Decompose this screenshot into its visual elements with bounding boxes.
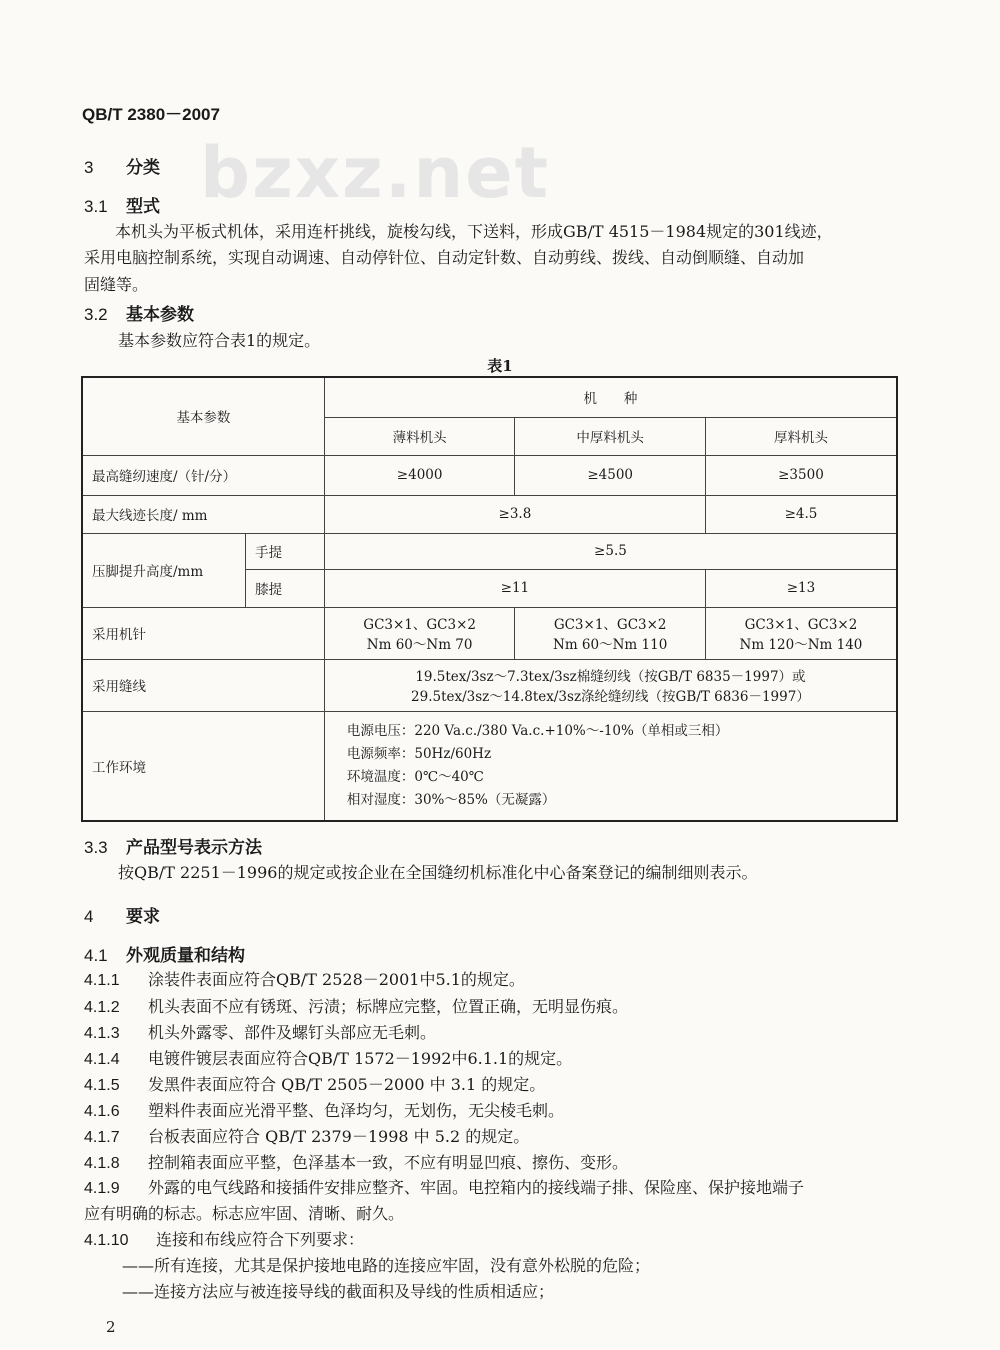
item-text: 台板表面应符合 QB/T 2379－1998 中 5.2 的规定。: [148, 1127, 530, 1146]
requirement-item: [84, 1227, 364, 1250]
cell-line: GC3×1、GC3×2: [744, 617, 858, 633]
row-label-presser-lift: 压脚提升高度/mm: [82, 533, 246, 607]
watermark: bzxz.net: [200, 132, 551, 214]
item-text: 电镀件镀层表面应符合QB/T 1572－1992中6.1.1的规定。: [148, 1049, 573, 1068]
paragraph-line: 固缝等。: [84, 275, 149, 294]
section-title: 型式: [126, 197, 160, 217]
row-label-speed: 最高缝纫速度/（针/分）: [82, 455, 324, 495]
row-label-needle: 采用机针: [82, 607, 324, 659]
header-thin-material: 薄料机头: [324, 417, 515, 455]
cell-thread: [324, 659, 897, 711]
cell-knee-thick: ≥13: [705, 569, 897, 607]
cell-line: 19.5tex/3sz～7.3tex/3sz棉缝纫线（按GB/T 6835－1997）或: [415, 669, 806, 685]
table-caption: 表1: [487, 357, 513, 375]
section-3-2-heading: [84, 300, 194, 325]
item-text: 外露的电气线路和接插件安排应整齐、牢固。电控箱内的接线端子排、保险座、保护接地端子: [148, 1178, 805, 1197]
dash-list-item: ——连接方法应与被连接导线的截面积及导线的性质相适应；: [122, 1282, 555, 1301]
section-3-heading: [84, 153, 160, 178]
row-label-stitch-length: 最大线迹长度/ mm: [82, 495, 324, 533]
section-number: 3: [84, 158, 94, 177]
requirement-item: [84, 1124, 529, 1147]
requirement-item: [84, 1046, 572, 1069]
dash-list-item: ——所有连接，尤其是保护接地电路的连接应牢固，没有意外松脱的危险；: [122, 1256, 651, 1275]
page-number: 2: [106, 1318, 116, 1336]
item-number: 4.1.1: [84, 972, 120, 989]
section-number: 4.1: [84, 946, 108, 965]
cell-line: 29.5tex/3sz～14.8tex/3sz涤纶缝纫线（按GB/T 6836－1997）: [411, 689, 810, 705]
cell-stitch-thick: ≥4.5: [705, 495, 897, 533]
requirement-item: [84, 1175, 804, 1198]
section-title: 外观质量和结构: [126, 946, 245, 966]
item-text: 塑料件表面应光滑平整、色泽均匀，无划伤，无尖棱毛刺。: [148, 1101, 565, 1120]
requirement-item: [84, 1072, 545, 1095]
item-number: 4.1.6: [84, 1103, 120, 1120]
paragraph-line: 本机头为平板式机体，采用连杆挑线，旋梭勾线，下送料，形成GB/T 4515－1984规定的301线迹，: [115, 222, 833, 241]
paragraph-line: 按QB/T 2251－1996的规定或按企业在全国缝纫机标准化中心备案登记的编制细则表示。: [118, 863, 758, 882]
item-text: 发黑件表面应符合 QB/T 2505－2000 中 3.1 的规定。: [148, 1075, 546, 1094]
row-label-hand-lift: 手提: [246, 533, 325, 569]
cell-line: 电源频率：50Hz/60Hz: [346, 745, 492, 762]
section-number: 4: [84, 907, 94, 926]
item-number: 4.1.10: [84, 1232, 129, 1249]
cell-hand-lift: ≥5.5: [324, 533, 897, 569]
cell-line: Nm 60～Nm 70: [366, 637, 473, 653]
section-4-heading: [84, 902, 160, 927]
requirement-item-continued: 应有明确的标志。标志应牢固、清晰、耐久。: [84, 1204, 405, 1223]
cell-environment: [324, 711, 897, 821]
section-number: 3.3: [84, 838, 108, 857]
paragraph-line: 基本参数应符合表1的规定。: [118, 331, 321, 350]
header-medium-material: 中厚料机头: [515, 417, 706, 455]
paragraph-line: 采用电脑控制系统，实现自动调速、自动停针位、自动定针数、自动剪线、拨线、自动倒顺缝、自动加: [84, 248, 805, 267]
cell-needle-thick: [705, 607, 897, 659]
section-number: 3.1: [84, 197, 108, 216]
cell-line: 环境温度：0℃～40℃: [346, 768, 484, 785]
item-number: 4.1.8: [84, 1155, 120, 1172]
section-title: 基本参数: [126, 305, 194, 325]
item-text: 连接和布线应符合下列要求：: [156, 1230, 365, 1249]
section-3-3-heading: [84, 833, 262, 858]
cell-needle-thin: [324, 607, 515, 659]
item-number: 4.1.9: [84, 1180, 120, 1197]
section-4-1-heading: [84, 941, 245, 966]
row-label-thread: 采用缝线: [82, 659, 324, 711]
item-number: 4.1.7: [84, 1129, 120, 1146]
requirement-item: [84, 994, 628, 1017]
cell-speed-thick: ≥3500: [705, 455, 897, 495]
cell-line: 相对湿度：30%～85%（无凝露）: [346, 791, 556, 808]
cell-speed-thin: ≥4000: [324, 455, 515, 495]
header-basic-params: 基本参数: [82, 377, 324, 455]
section-title: 分类: [126, 158, 160, 178]
item-text: 机头表面不应有锈斑、污渍；标牌应完整，位置正确，无明显伤痕。: [148, 997, 629, 1016]
item-number: 4.1.5: [84, 1077, 120, 1094]
section-title: 产品型号表示方法: [126, 838, 262, 858]
item-number: 4.1.3: [84, 1025, 120, 1042]
requirement-item: [84, 1150, 628, 1173]
cell-line: GC3×1、GC3×2: [363, 617, 476, 633]
requirement-item: [84, 1020, 436, 1043]
item-text: 涂装件表面应符合QB/T 2528－2001中5.1的规定。: [148, 970, 525, 989]
requirement-item: [84, 967, 525, 990]
cell-line: Nm 120～Nm 140: [739, 637, 863, 653]
section-title: 要求: [126, 907, 160, 927]
basic-parameters-table: [81, 376, 898, 822]
cell-speed-medium: ≥4500: [515, 455, 706, 495]
cell-line: Nm 60～Nm 110: [553, 637, 668, 653]
cell-line: GC3×1、GC3×2: [553, 617, 667, 633]
cell-needle-medium: [515, 607, 706, 659]
row-label-knee-lift: 膝提: [246, 569, 325, 607]
section-number: 3.2: [84, 305, 108, 324]
requirement-item: [84, 1098, 564, 1121]
header-machine-type: 机 种: [324, 377, 897, 417]
row-label-environment: 工作环境: [82, 711, 324, 821]
item-text: 控制箱表面应平整，色泽基本一致，不应有明显凹痕、擦伤、变形。: [148, 1153, 629, 1172]
section-3-1-heading: [84, 192, 160, 217]
item-number: 4.1.2: [84, 999, 120, 1016]
item-number: 4.1.4: [84, 1051, 120, 1068]
cell-knee-thin-medium: ≥11: [324, 569, 705, 607]
standard-number: QB/T 2380－2007: [82, 105, 220, 124]
header-thick-material: 厚料机头: [705, 417, 897, 455]
cell-line: 电源电压：220 Va.c./380 Va.c.+10%～-10%（单相或三相）: [346, 722, 729, 739]
item-text: 机头外露零、部件及螺钉头部应无毛刺。: [148, 1023, 437, 1042]
cell-stitch-thin-medium: ≥3.8: [324, 495, 705, 533]
